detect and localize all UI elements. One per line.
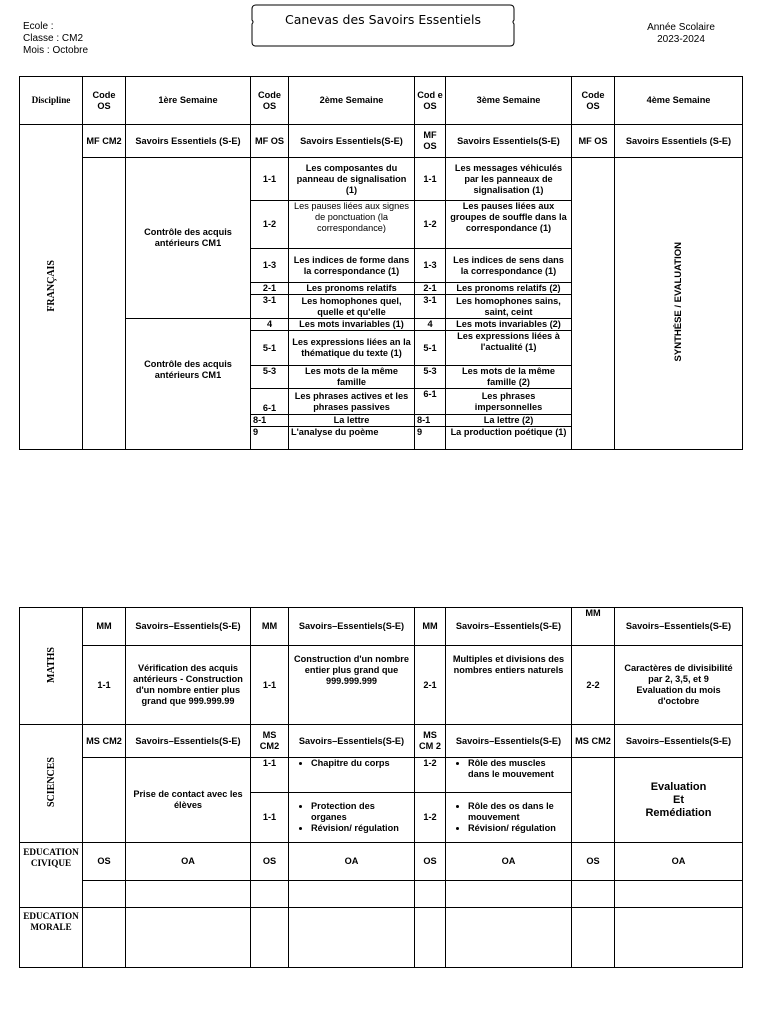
school-label: Ecole : [23, 21, 54, 32]
table-row-topic: Vérification des acquis antérieurs - Construction d'un nombre entier plus grand que 999.999.99 [126, 646, 251, 725]
discipline-header: Discipline [20, 77, 83, 125]
table-row-code: 6-1 [251, 389, 289, 415]
table-row-topic: Les mots invariables (1) [289, 319, 415, 331]
table-row-code: 1-3 [251, 249, 289, 283]
school-info [23, 21, 88, 57]
se-cell: Savoirs–Essentiels(S-E) [126, 725, 251, 758]
empty-code-cell [83, 158, 126, 450]
table-row-topic: Les composantes du panneau de signalisation (1) [289, 158, 415, 201]
table-row-topic [446, 758, 572, 793]
subject-civique: EDUCATION CIVIQUE [20, 843, 83, 908]
francais-subject-cell [20, 125, 83, 450]
week1-control-bottom: Contrôle des acquis antérieurs CM1 [126, 319, 251, 450]
oa-cell: OA [446, 843, 572, 881]
empty-cell [572, 908, 615, 968]
table-row-topic: La lettre [289, 415, 415, 427]
empty-cell [415, 908, 446, 968]
oa-cell: OA [615, 843, 743, 881]
os-cell: OS [251, 843, 289, 881]
table-row-topic: Les phrases impersonnelles [446, 389, 572, 415]
empty-cell [446, 881, 572, 908]
synthesis-label: SYNTHÈSE / EVALUATION [673, 242, 684, 362]
table-row-code: 1-2 [415, 793, 446, 843]
empty-code-cell [572, 158, 615, 450]
code-cell: MS CM2 [251, 725, 289, 758]
bullet-item: • Chapitre du corps [311, 758, 412, 769]
month-label: Mois : Octobre [23, 45, 89, 56]
table-row-code: 1-2 [415, 758, 446, 793]
subject-morale: EDUCATION MORALE [20, 908, 83, 968]
subject-francais: FRANÇAIS [45, 259, 57, 312]
table-row-code: 1-1 [251, 158, 289, 201]
table-row-topic: Les pauses liées aux groupes de souffle dans la correspondance (1) [446, 201, 572, 249]
table-row-code: 1-1 [415, 158, 446, 201]
code-cell: MS CM 2 [415, 725, 446, 758]
school-year-value: 2023-2024 [657, 34, 705, 45]
maths-week4-eval: Evaluation du mois d'octobre [636, 685, 721, 706]
code-cell: MF CM2 [83, 125, 126, 158]
week1-header: 1ère Semaine [126, 77, 251, 125]
table-row-code: 3-1 [415, 295, 446, 319]
table-row-code: 1-1 [251, 646, 289, 725]
empty-code-cell [572, 758, 615, 843]
class-label: Classe : CM2 [23, 33, 84, 44]
table-row-topic: Les phrases actives et les phrases passives [289, 389, 415, 415]
maths-sciences-table [19, 607, 743, 968]
code-cell: MS CM2 [83, 725, 126, 758]
sciences-week4-eval [615, 758, 743, 843]
sciences-week1-topic: Prise de contact avec les élèves [126, 758, 251, 843]
os-cell: OS [83, 843, 126, 881]
code-cell: MM [83, 608, 126, 646]
table-row-topic: La production poétique (1) [446, 427, 572, 450]
table-row-code: 5-3 [415, 366, 446, 389]
code-cell: MF OS [572, 125, 615, 158]
maths-subject-cell [20, 608, 83, 725]
code-os-header-4: Code OS [572, 77, 615, 125]
empty-cell [126, 881, 251, 908]
code-cell: MM [415, 608, 446, 646]
table-row-code: 2-2 [572, 646, 615, 725]
week3-header: 3ème Semaine [446, 77, 572, 125]
table-row-topic: Les indices de sens dans la correspondance (1) [446, 249, 572, 283]
se-cell: Savoirs Essentiels(S-E) [446, 125, 572, 158]
table-row-code: 5-1 [415, 331, 446, 366]
table-row-code: 1-2 [251, 201, 289, 249]
table-row-code: 2-1 [415, 646, 446, 725]
table-row-topic: Les homophones quel, quelle et qu'elle [289, 295, 415, 319]
bullet-item: • Protection des organes [311, 801, 412, 823]
empty-cell [615, 881, 743, 908]
code-os-header-3: Cod e OS [415, 77, 446, 125]
se-cell: Savoirs–Essentiels(S-E) [615, 725, 743, 758]
table-row-code: 3-1 [251, 295, 289, 319]
week2-header: 2ème Semaine [289, 77, 415, 125]
sciences-subject-cell [20, 725, 83, 843]
se-cell: Savoirs–Essentiels(S-E) [126, 608, 251, 646]
se-cell: Savoirs–Essentiels(S-E) [289, 725, 415, 758]
table-row-code: 1-2 [415, 201, 446, 249]
table-row-code: 5-1 [251, 331, 289, 366]
empty-cell [289, 881, 415, 908]
table-row-topic: La lettre (2) [446, 415, 572, 427]
maths-week4-topic: Caractères de divisibilité par 2, 3,5, et 9 [624, 663, 733, 684]
francais-table [19, 76, 743, 450]
code-cell: MF OS [251, 125, 289, 158]
bullet-item: • Révision/ régulation [468, 823, 569, 834]
table-row-topic [289, 793, 415, 843]
table-row-topic [446, 793, 572, 843]
table-row-topic: Multiples et divisions des nombres entiers naturels [446, 646, 572, 725]
oa-cell: OA [289, 843, 415, 881]
bullet-item: • Rôle des os dans le mouvement [468, 801, 569, 823]
table-row-topic: Les mots invariables (2) [446, 319, 572, 331]
table-row-code: 1-1 [251, 793, 289, 843]
week1-control-top: Contrôle des acquis antérieurs CM1 [126, 158, 251, 319]
oa-cell: OA [126, 843, 251, 881]
table-row-code: 6-1 [415, 389, 446, 415]
os-cell: OS [415, 843, 446, 881]
subject-maths: MATHS [45, 646, 57, 683]
se-cell: Savoirs Essentiels (S-E) [615, 125, 743, 158]
eval-line: Evaluation [650, 780, 707, 793]
table-row-code: 5-3 [251, 366, 289, 389]
se-cell: Savoirs–Essentiels(S-E) [446, 725, 572, 758]
code-cell: MF OS [415, 125, 446, 158]
table-row-topic: Les pronoms relatifs (2) [446, 283, 572, 295]
table-row-topic [615, 646, 743, 725]
table-row-topic: Les mots de la même famille (2) [446, 366, 572, 389]
code-os-header-1: Code OS [83, 77, 126, 125]
page-title: Canevas des Savoirs Essentiels [285, 12, 481, 27]
code-cell: MM [572, 608, 615, 646]
table-row-topic: Les mots de la même famille [289, 366, 415, 389]
week4-header: 4ème Semaine [615, 77, 743, 125]
os-cell: OS [572, 843, 615, 881]
code-cell: MM [251, 608, 289, 646]
se-cell: Savoirs Essentiels(S-E) [289, 125, 415, 158]
table-row-topic: L'analyse du poème [289, 427, 415, 450]
empty-cell [446, 908, 572, 968]
table-row-topic: Les messages véhiculés par les panneaux de signalisation (1) [446, 158, 572, 201]
code-cell: MS CM2 [572, 725, 615, 758]
bullet-item: • Rôle des muscles dans le mouvement [468, 758, 569, 780]
table-row-code: 8-1 [251, 415, 289, 427]
table-row-topic: Les pauses liées aux signes de ponctuation (la correspondance) [289, 201, 415, 249]
table-row-code: 1-3 [415, 249, 446, 283]
se-cell: Savoirs Essentiels (S-E) [126, 125, 251, 158]
table-row-topic [289, 758, 415, 793]
table-row-topic: Construction d'un nombre entier plus grand que 999.999.999 [289, 646, 415, 725]
table-row-topic: Les homophones sains, saint, ceint [446, 295, 572, 319]
empty-cell [126, 908, 251, 968]
table-row-code: 4 [251, 319, 289, 331]
table-row-code: 9 [415, 427, 446, 450]
week4-synthesis-cell [615, 158, 743, 450]
bullet-item: • Révision/ régulation [311, 823, 412, 834]
table-row-code: 4 [415, 319, 446, 331]
empty-cell [251, 908, 289, 968]
eval-line: Remédiation [645, 806, 712, 819]
empty-cell [289, 908, 415, 968]
table-row-code: 1-1 [83, 646, 126, 725]
table-row-topic: Les expressions liées à l'actualité (1) [446, 331, 572, 366]
empty-cell [251, 881, 289, 908]
table-row-code: 8-1 [415, 415, 446, 427]
empty-cell [83, 881, 126, 908]
empty-cell [415, 881, 446, 908]
table-row-topic: Les expressions liées an la thématique du texte (1) [289, 331, 415, 366]
se-cell: Savoirs–Essentiels(S-E) [615, 608, 743, 646]
empty-cell [83, 908, 126, 968]
table-row-code: 2-1 [415, 283, 446, 295]
school-year [636, 22, 726, 46]
table-row-topic: Les indices de forme dans la correspondance (1) [289, 249, 415, 283]
school-year-label: Année Scolaire [647, 22, 715, 33]
empty-cell [572, 881, 615, 908]
empty-code-cell [83, 758, 126, 843]
eval-line: Et [673, 793, 684, 806]
code-os-header-2: Code OS [251, 77, 289, 125]
empty-cell [615, 908, 743, 968]
table-row-code: 1-1 [251, 758, 289, 793]
table-row-code: 2-1 [251, 283, 289, 295]
se-cell: Savoirs–Essentiels(S-E) [289, 608, 415, 646]
table-row-code: 9 [251, 427, 289, 450]
se-cell: Savoirs–Essentiels(S-E) [446, 608, 572, 646]
subject-sciences: SCIENCES [45, 756, 57, 808]
title-scroll [250, 4, 516, 44]
table-row-topic: Les pronoms relatifs [289, 283, 415, 295]
